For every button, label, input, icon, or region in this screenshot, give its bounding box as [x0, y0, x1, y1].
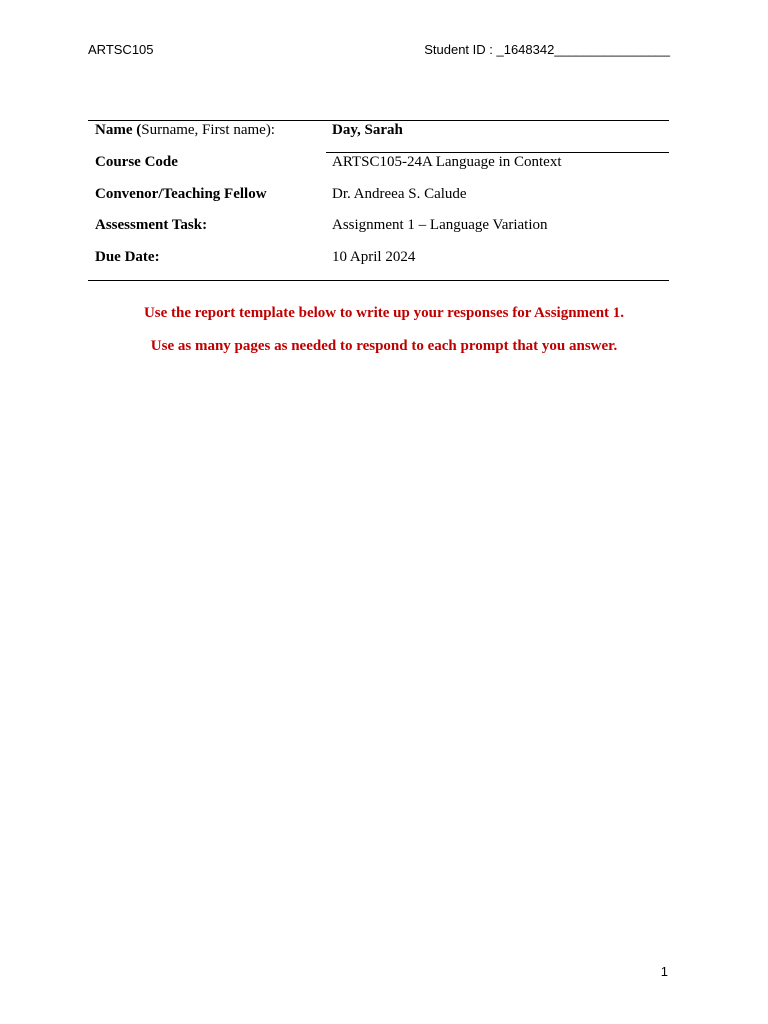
assessment-task-row	[88, 216, 669, 248]
due-date-value: 10 April 2024	[332, 249, 416, 266]
due-date-row	[88, 248, 669, 280]
due-date-label: Due Date:	[95, 249, 160, 266]
course-header: ARTSC105	[88, 42, 154, 57]
convenor-value: Dr. Andreea S. Calude	[332, 185, 467, 202]
name-row	[88, 121, 669, 153]
student-id-header: Student ID : _1648342________________	[424, 42, 670, 57]
name-label: Name (Surname, First name):	[95, 122, 275, 138]
cover-info-table	[88, 120, 669, 281]
assessment-task-value: Assignment 1 – Language Variation	[332, 217, 548, 234]
instruction-line-2: Use as many pages as needed to respond to each prompt that you answer.	[150, 338, 618, 354]
convenor-row	[88, 185, 669, 217]
course-code-row	[88, 153, 669, 185]
instruction-line-1: Use the report template below to write up your responses for Assignment 1.	[143, 305, 625, 321]
convenor-label: Convenor/Teaching Fellow	[95, 185, 267, 202]
assessment-task-label: Assessment Task:	[95, 217, 208, 234]
page-header	[88, 42, 670, 62]
page-number: 1	[660, 964, 668, 979]
course-code-value: ARTSC105-24A Language in Context	[332, 153, 562, 170]
course-code-label: Course Code	[95, 153, 178, 170]
name-value: Day, Sarah	[332, 122, 403, 138]
